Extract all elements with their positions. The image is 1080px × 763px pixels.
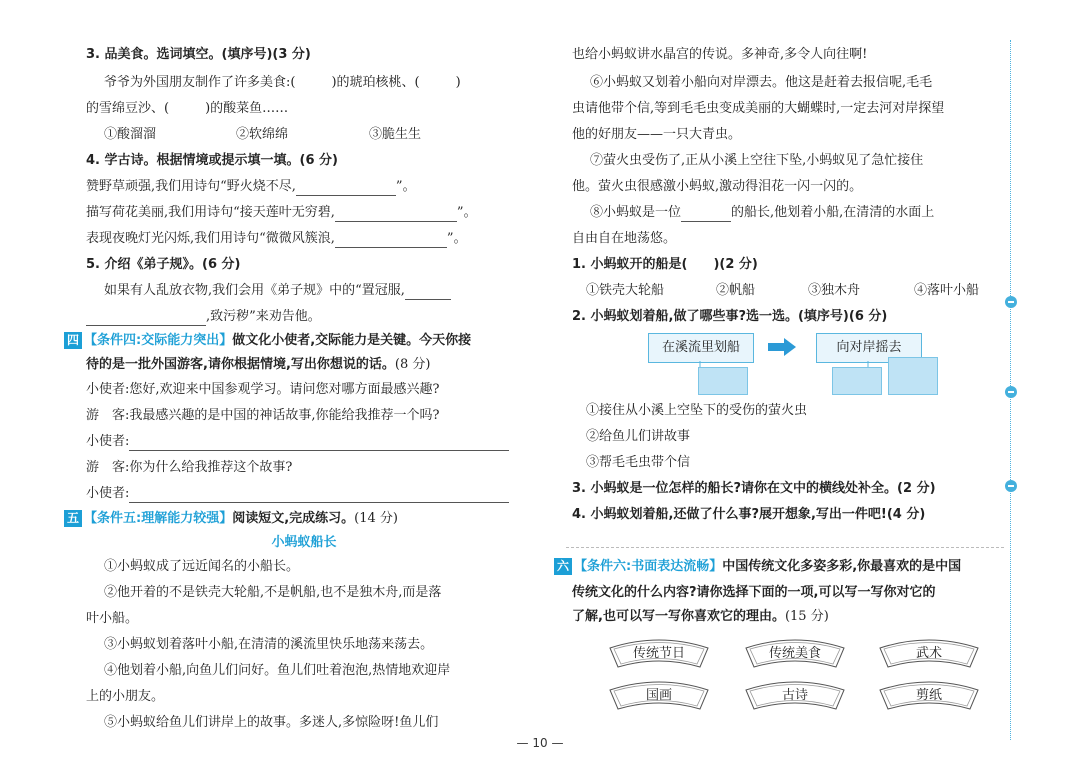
fan-label: 剪纸 <box>915 688 942 703</box>
story-paragraph: ④他划着小船,向鱼儿们问好。鱼儿们吐着泡泡,热情地欢迎岸 <box>104 663 451 678</box>
section-heading: 了解,也可以写一写你喜欢它的理由。 <box>572 609 785 624</box>
q4-line1 <box>86 178 416 196</box>
section-condition: 【条件四:交际能力突出】 <box>84 333 233 348</box>
answer-blank[interactable] <box>681 208 731 222</box>
dialogue-answer <box>86 433 509 451</box>
flow-box-2: 向对岸摇去 <box>816 333 922 363</box>
answer-blank[interactable] <box>335 234 447 248</box>
section-6-heading-line3 <box>572 608 829 626</box>
q3-option-1: ①酸溜溜 <box>104 127 157 142</box>
story-title <box>86 534 522 552</box>
answer-box[interactable] <box>832 367 882 395</box>
dialogue-line: 小使者:您好,欢迎来中国参观学习。请问您对哪方面最感兴趣? <box>86 382 440 397</box>
section-heading: 做文化小使者,交际能力是关键。今天你接 <box>232 333 472 348</box>
section-score: (14 分) <box>354 511 398 526</box>
section-4-header-line2 <box>86 356 430 374</box>
binding-hole-icon <box>1005 296 1017 308</box>
q3-text: )的酸菜鱼…… <box>205 101 289 116</box>
fan-card-2[interactable] <box>740 634 850 674</box>
story-paragraph: ①小蚂蚁成了远近闻名的小船长。 <box>104 559 300 574</box>
speaker-label: 小使者: <box>86 434 130 449</box>
section-score: (8 分) <box>394 357 431 372</box>
flow-box-1: 在溪流里划船 <box>648 333 754 363</box>
story-paragraph: 他。萤火虫很感激小蚂蚁,激动得泪花一闪一闪的。 <box>572 179 863 194</box>
fan-label: 武术 <box>915 646 942 661</box>
story-text: ⑧小蚂蚁是一位 <box>590 205 682 220</box>
dialogue-line: 游 客:我最感兴趣的是中国的神话故事,你能给我推荐一个吗? <box>86 408 440 423</box>
fan-card-1[interactable] <box>604 634 714 674</box>
r-q2-option-1: ①接住从小溪上空坠下的受伤的萤火虫 <box>586 403 808 418</box>
section-condition: 【条件六:书面表达流畅】 <box>574 559 723 574</box>
fan-label: 国画 <box>645 688 672 703</box>
arrow-right-icon <box>768 337 798 357</box>
answer-blank[interactable] <box>86 312 206 326</box>
q5-line2 <box>86 308 321 326</box>
story-paragraph: 叶小船。 <box>86 611 139 626</box>
story-paragraph: 上的小朋友。 <box>86 689 165 704</box>
answer-line[interactable] <box>129 437 509 451</box>
section-divider <box>566 547 1004 548</box>
q5-title: 5. 介绍《弟子规》。(6 分) <box>86 257 241 272</box>
speaker-label: 小使者: <box>86 486 130 501</box>
answer-box[interactable] <box>888 357 938 395</box>
fan-label: 古诗 <box>781 688 808 703</box>
answer-blank[interactable] <box>296 182 396 196</box>
section-condition: 【条件五:理解能力较强】 <box>84 511 233 526</box>
section-6-heading-line2: 传统文化的什么内容?请你选择下面的一项,可以写一写你对它的 <box>572 585 936 600</box>
q3-line2 <box>86 100 288 118</box>
story-paragraph: 虫请他带个信,等到毛毛虫变成美丽的大蝴蝶时,一定去河对岸探望 <box>572 101 945 116</box>
r-q1-title: 1. 小蚂蚁开的船是( )(2 分) <box>572 257 758 272</box>
section-heading: 待的是一批外国游客,请你根据情境,写出你想说的话。 <box>86 357 395 372</box>
q5-text: ,致污秽”来劝告他。 <box>206 309 321 324</box>
r-q2-title: 2. 小蚂蚁划着船,做了哪些事?选一选。(填序号)(6 分) <box>572 309 888 324</box>
q3-title: 3. 品美食。选词填空。(填序号)(3 分) <box>86 47 311 62</box>
story-paragraph: 他的好朋友——一只大青虫。 <box>572 127 742 142</box>
story-paragraph: 自由自在地荡悠。 <box>572 231 677 246</box>
q5-text: 如果有人乱放衣物,我们会用《弟子规》中的“置冠服, <box>104 283 405 298</box>
q3-text: ) <box>455 75 461 90</box>
section-heading: 阅读短文,完成练习。 <box>232 511 355 526</box>
section-4-header <box>64 332 471 350</box>
story-text: 的船长,他划着小船,在清清的水面上 <box>731 205 935 220</box>
q4-text: ”。 <box>446 231 467 246</box>
fan-card-3[interactable] <box>874 634 984 674</box>
story-paragraph: 也给小蚂蚁讲水晶宫的传说。多神奇,多令人向往啊! <box>572 47 868 62</box>
r-q1-option-3: ③独木舟 <box>808 283 861 298</box>
q3-text: 的雪绵豆沙、( <box>86 101 170 116</box>
answer-blank[interactable] <box>405 286 451 300</box>
section-number: 四 <box>64 332 82 349</box>
fan-card-4[interactable] <box>604 676 714 716</box>
answer-box[interactable] <box>698 367 748 395</box>
story-paragraph: ⑦萤火虫受伤了,正从小溪上空往下坠,小蚂蚁见了急忙接住 <box>590 153 924 168</box>
section-score: (15 分) <box>784 609 829 624</box>
fan-label: 传统美食 <box>768 646 821 661</box>
q4-title: 4. 学古诗。根据情境或提示填一填。(6 分) <box>86 153 338 168</box>
q4-line2 <box>86 204 477 222</box>
r-q3-title: 3. 小蚂蚁是一位怎样的船长?请你在文中的横线处补全。(2 分) <box>572 481 936 496</box>
q5-line1 <box>104 282 451 300</box>
q3-line1 <box>104 74 461 92</box>
r-q1-option-1: ①铁壳大轮船 <box>586 283 665 298</box>
r-q1-option-2: ②帆船 <box>716 283 756 298</box>
binding-hole-icon <box>1005 386 1017 398</box>
fan-card-5[interactable] <box>740 676 850 716</box>
fan-label: 传统节日 <box>632 646 685 661</box>
r-q4-title: 4. 小蚂蚁划着船,还做了什么事?展开想象,写出一件吧!(4 分) <box>572 507 926 522</box>
q3-text: )的琥珀核桃、( <box>331 75 420 90</box>
answer-blank[interactable] <box>335 208 457 222</box>
dialogue-line: 游 客:你为什么给我推荐这个故事? <box>86 460 293 475</box>
r-q2-option-3: ③帮毛毛虫带个信 <box>586 455 691 470</box>
story-paragraph: ②他开着的不是铁壳大轮船,不是帆船,也不是独木舟,而是落 <box>104 585 442 600</box>
dialogue-answer <box>86 485 509 503</box>
q4-line3 <box>86 230 467 248</box>
answer-line[interactable] <box>129 489 509 503</box>
r-q1-option-4: ④落叶小船 <box>914 283 980 298</box>
q4-text: ”。 <box>456 205 477 220</box>
q3-option-2: ②软绵绵 <box>236 127 289 142</box>
story-paragraph <box>590 204 934 222</box>
q4-text: 描写荷花美丽,我们用诗句“接天莲叶无穷碧, <box>86 205 335 220</box>
q4-text: 表现夜晚灯光闪烁,我们用诗句“微微风簇浪, <box>86 231 335 246</box>
page-number: — 10 — <box>516 736 564 750</box>
story-paragraph: ⑥小蚂蚁又划着小船向对岸漂去。他这是赶着去报信呢,毛毛 <box>590 75 933 90</box>
section-6-header <box>554 558 961 576</box>
binding-hole-icon <box>1005 480 1017 492</box>
section-5-header <box>64 510 398 528</box>
story-paragraph: ③小蚂蚁划着落叶小船,在清清的溪流里快乐地荡来荡去。 <box>104 637 434 652</box>
q4-text: ”。 <box>395 179 416 194</box>
q3-text: 爷爷为外国朋友制作了许多美食:( <box>104 75 296 90</box>
story-paragraph: ⑤小蚂蚁给鱼儿们讲岸上的故事。多迷人,多惊险呀!鱼儿们 <box>104 715 439 730</box>
section-heading: 中国传统文化多姿多彩,你最喜欢的是中国 <box>722 559 962 574</box>
q3-option-3: ③脆生生 <box>369 127 422 142</box>
r-q2-option-2: ②给鱼儿们讲故事 <box>586 429 691 444</box>
q4-text: 赞野草顽强,我们用诗句“野火烧不尽, <box>86 179 296 194</box>
section-number: 六 <box>554 558 572 575</box>
section-number: 五 <box>64 510 82 527</box>
fan-card-6[interactable] <box>874 676 984 716</box>
story-title-text: 小蚂蚁船长 <box>271 535 337 550</box>
